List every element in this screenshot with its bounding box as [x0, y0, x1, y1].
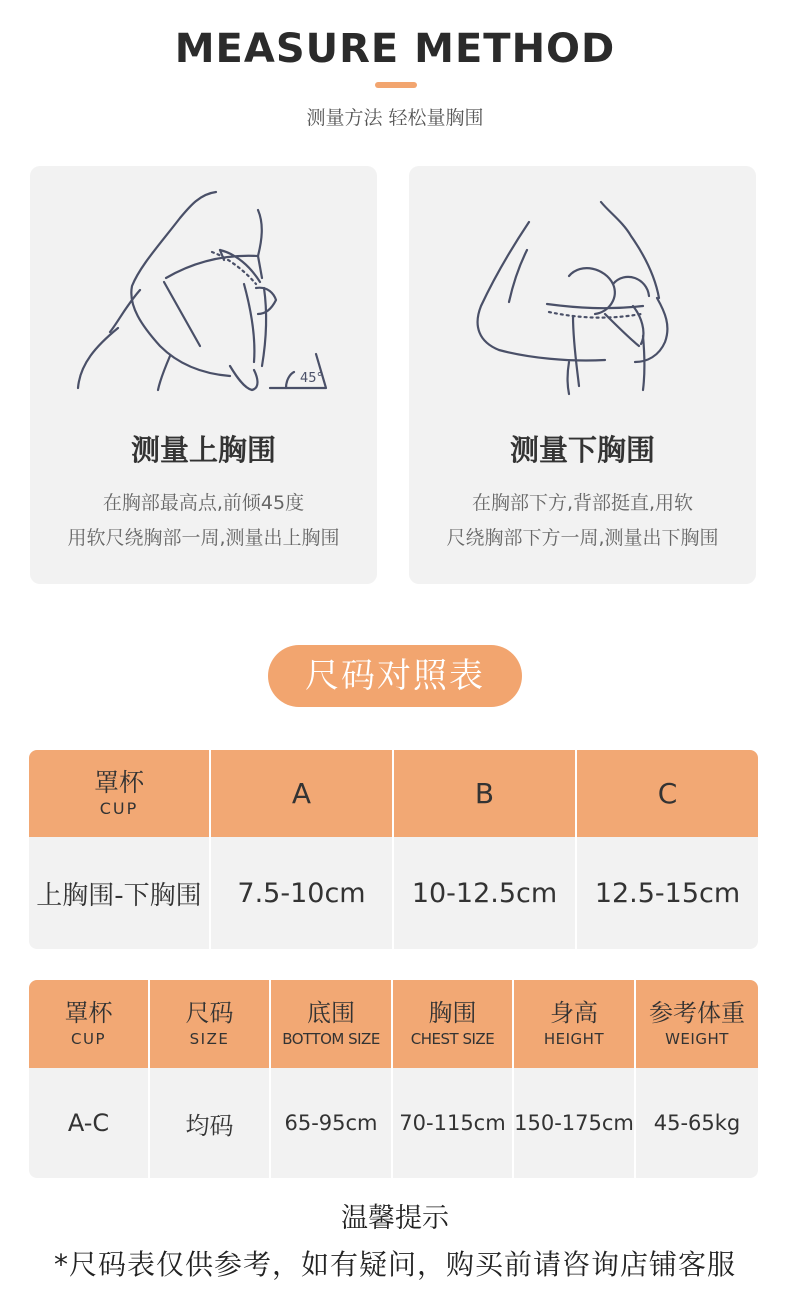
cell-weight: 45-65kg	[635, 1068, 758, 1178]
tips-text: *尺码表仅供参考，如有疑问，购买前请咨询店铺客服	[53, 1248, 736, 1281]
upper-bust-desc-2: 用软尺绕胸部一周,测量出上胸围	[67, 527, 340, 549]
under-bust-desc-1: 在胸部下方,背部挺直,用软	[471, 492, 694, 514]
cell-cup: A-C	[29, 1068, 149, 1178]
header-cup-a: A	[210, 750, 393, 837]
table-header-row	[29, 750, 758, 837]
value-cup-b: 10-12.5cm	[393, 837, 576, 949]
header-weight: 参考体重 WEIGHT	[635, 980, 758, 1068]
header-cup: 罩杯 CUP	[29, 980, 149, 1068]
cell-bottom-size: 65-95cm	[270, 1068, 392, 1178]
cup-size-table	[29, 750, 758, 949]
angle-label: 45°	[300, 371, 324, 386]
header-chest-size: 胸围 CHEST SIZE	[392, 980, 513, 1068]
header-bottom-size: 底围 BOTTOM SIZE	[270, 980, 392, 1068]
upper-bust-card	[30, 166, 377, 584]
under-bust-title: 测量下胸围	[509, 433, 655, 467]
header-height: 身高 HEIGHT	[513, 980, 635, 1068]
upper-bust-illustration	[30, 166, 377, 584]
size-table	[29, 980, 758, 1178]
cell-height: 150-175cm	[513, 1068, 635, 1178]
tips-title: 温馨提示	[341, 1203, 449, 1234]
under-bust-illustration	[409, 166, 756, 584]
page-title: MEASURE METHOD	[174, 26, 616, 72]
header-size: 尺码 SIZE	[149, 980, 270, 1068]
title-underline	[375, 82, 417, 88]
value-cup-a: 7.5-10cm	[210, 837, 393, 949]
header-cup: 罩杯 CUP	[29, 750, 210, 837]
under-bust-desc-2: 尺绕胸部下方一周,测量出下胸围	[446, 527, 719, 549]
header-cup-c: C	[576, 750, 758, 837]
header-cup-b: B	[393, 750, 576, 837]
upper-bust-title: 测量上胸围	[130, 433, 276, 467]
row-label: 上胸围-下胸围	[29, 837, 210, 949]
page-subtitle: 测量方法 轻松量胸围	[306, 107, 484, 129]
upper-bust-desc-1: 在胸部最高点,前倾45度	[102, 492, 305, 514]
table-row	[29, 1068, 758, 1178]
table-row	[29, 837, 758, 949]
size-chart-label: 尺码对照表	[268, 645, 522, 707]
cell-size: 均码	[149, 1068, 270, 1178]
table-header-row	[29, 980, 758, 1068]
cell-chest-size: 70-115cm	[392, 1068, 513, 1178]
value-cup-c: 12.5-15cm	[576, 837, 758, 949]
under-bust-card	[409, 166, 756, 584]
